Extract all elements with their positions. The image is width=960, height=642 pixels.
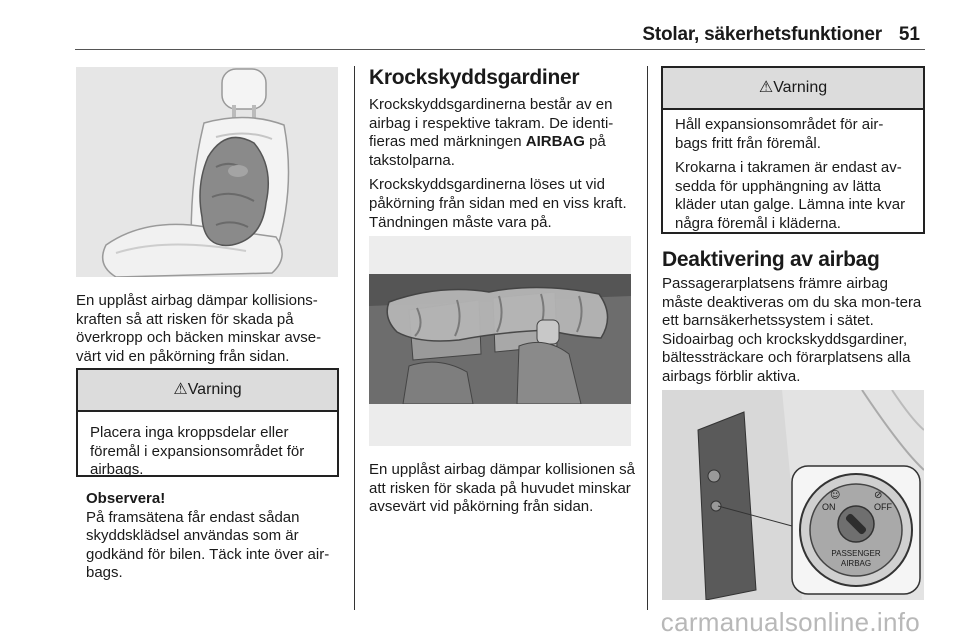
note-title: Observera! xyxy=(86,490,166,507)
warning-text-1: Håll expansionsområdet för air-bags fritt från föremål. xyxy=(675,116,884,152)
page-number: 51 xyxy=(898,24,920,45)
seat-airbag-caption xyxy=(76,292,342,372)
airbag-on-symbol-icon: ☺ xyxy=(830,490,841,501)
caption-text: En upplåst airbag dämpar kollisions-kraften så att risken för skada på överkropp och bäcken minskar avse-värt vid en påkörning från sidan. xyxy=(76,292,322,365)
header-divider xyxy=(75,49,925,50)
seat-airbag-illustration xyxy=(76,67,338,277)
airbag-off-symbol-icon: ⊘ xyxy=(874,490,883,501)
note-text: På framsätena får endast sådan skyddsklädsel användas som är godkänd för bilen. Täck inte över air-bags. xyxy=(86,508,330,582)
watermark: carmanualsonline.info xyxy=(660,607,920,637)
note-block xyxy=(86,490,342,583)
paragraph-deactivation: Passagerarplatsens främre airbag måste deaktiveras om du ska mon-tera ett barnsäkerhetssystem i sätet. Sidoairbag och krockskyddsgardiner, bältessträckare och förarplatsens alla airbags förblir aktiva. xyxy=(662,275,922,385)
warning-box-left xyxy=(76,368,339,477)
paragraph-part: Krockskyddsgardinerna består av en airbag i respektive takram. De identi-fieras med märkningen xyxy=(369,96,614,151)
curtain-airbag-drawing xyxy=(369,236,631,446)
switch-label-off: OFF xyxy=(874,502,892,512)
deactivation-text xyxy=(662,275,928,393)
section-heading-deactivation: Deaktivering av airbag xyxy=(662,248,880,271)
deactivation-section xyxy=(662,248,926,272)
seat-side-airbag-drawing xyxy=(76,67,338,277)
switch-label-passenger: PASSENGER xyxy=(831,549,881,558)
curtain-airbag-illustration xyxy=(369,236,631,446)
column-divider-right xyxy=(647,66,648,610)
switch-label-airbag: AIRBAG xyxy=(840,559,872,568)
section-heading-curtain: Krockskyddsgardiner xyxy=(369,66,580,89)
switch-label-on: ON xyxy=(822,502,836,512)
warning-header xyxy=(663,68,923,110)
paragraph-identification xyxy=(369,96,639,170)
warning-triangle-icon: ⚠ xyxy=(758,79,774,96)
column-divider-left xyxy=(354,66,355,610)
warning-text: Placera inga kroppsdelar eller föremål i expansionsområdet för airbags. xyxy=(90,424,305,479)
paragraph-deployment: Krockskyddsgardinerna löses ut vid påkörning från sidan med en viss kraft. Tändningen måste vara på. xyxy=(369,176,627,231)
warning-title: Varning xyxy=(187,381,242,398)
warning-text-2: Krokarna i takramen är endast av-sedda för upphängning av lätta kläder utan galge. Lämna inte kvar några föremål i kläderna. xyxy=(675,159,906,232)
curtain-airbag-caption xyxy=(369,461,635,523)
warning-body xyxy=(78,412,337,494)
warning-body xyxy=(663,110,923,248)
curtain-airbag-text xyxy=(369,96,639,238)
airbag-switch-illustration xyxy=(662,390,924,600)
warning-box-right xyxy=(661,66,925,234)
airbag-label-bold: AIRBAG xyxy=(525,133,585,151)
curtain-airbag-section xyxy=(369,66,639,90)
passenger-airbag-switch-drawing xyxy=(662,390,924,600)
caption-text: En upplåst airbag dämpar kollisionen så att risken för skada på huvudet minskar avsevärt vid påkörning från sidan. xyxy=(369,461,635,516)
warning-title: Varning xyxy=(773,79,828,96)
paragraph-part: på takstolparna. xyxy=(369,133,606,169)
warning-triangle-icon: ⚠ xyxy=(173,381,188,398)
warning-header xyxy=(78,370,337,412)
page-header-title: Stolar, säkerhetsfunktioner xyxy=(642,24,882,45)
